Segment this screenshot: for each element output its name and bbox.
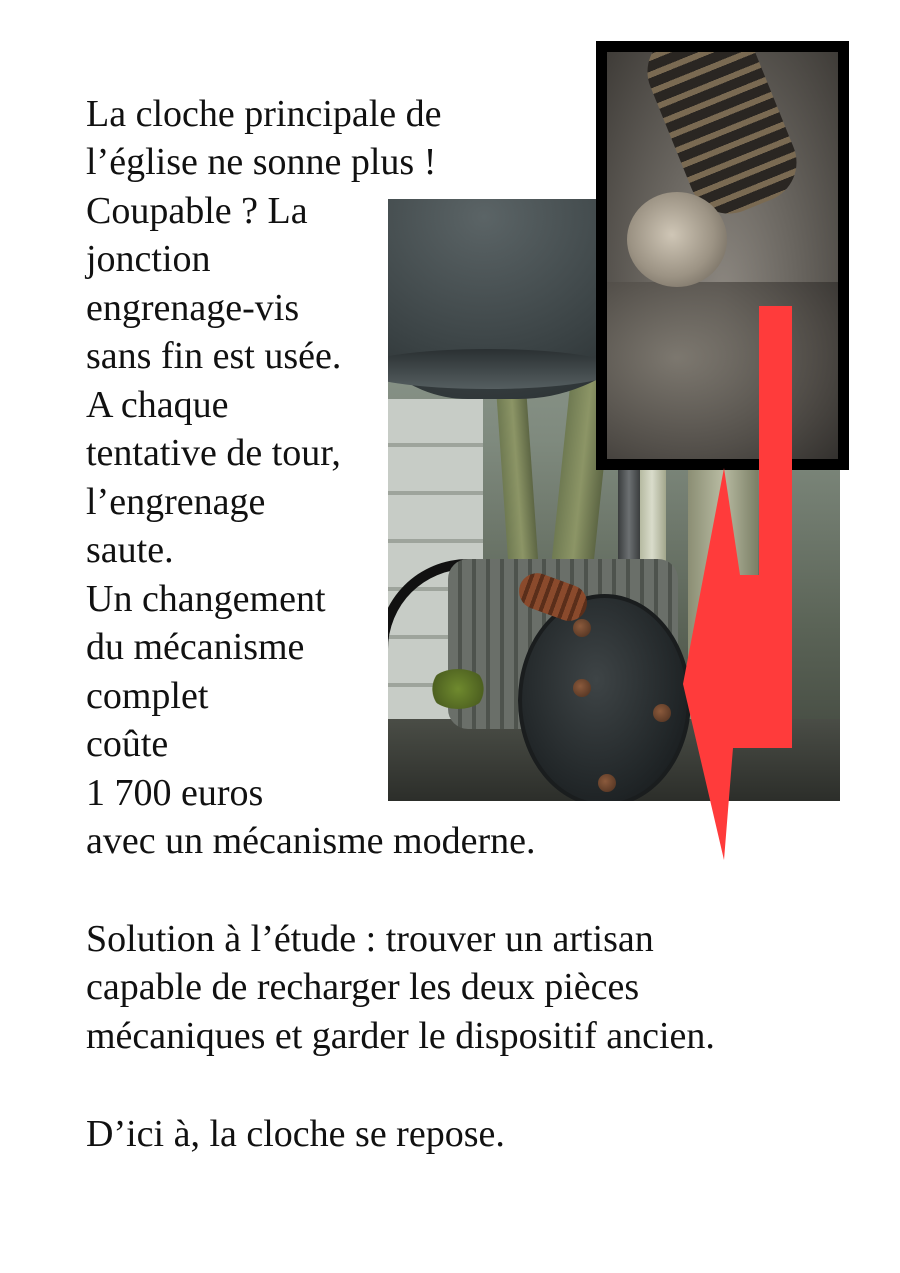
text-line: D’ici à, la cloche se repose. <box>86 1113 505 1155</box>
worn-gear <box>627 192 727 287</box>
text-line: avec un mécanisme moderne. <box>86 820 536 862</box>
text-line: saute. <box>86 529 174 571</box>
text-line: Solution à l’étude : trouver un artisan <box>86 918 654 960</box>
text-line: l’église ne sonne plus ! <box>86 141 437 183</box>
text-line: Coupable ? La <box>86 190 308 232</box>
debris <box>607 282 838 470</box>
text-line: du mécanisme <box>86 626 305 668</box>
moss-patch <box>428 669 488 709</box>
bolt <box>653 704 671 722</box>
motor-cover <box>518 594 691 801</box>
text-line: La cloche principale de <box>86 93 442 135</box>
text-line: tentative de tour, <box>86 432 341 474</box>
bolt <box>573 619 591 637</box>
text-line: sans fin est usée. <box>86 335 342 377</box>
text-line: l’engrenage <box>86 481 266 523</box>
text-line: coûte <box>86 723 169 765</box>
text-line: complet <box>86 675 209 717</box>
text-line: 1 700 euros <box>86 772 264 814</box>
bolt <box>573 679 591 697</box>
text-line: capable de recharger les deux pièces <box>86 966 640 1008</box>
text-line: mécaniques et garder le dispositif ancien. <box>86 1015 715 1057</box>
text-line: jonction <box>86 238 211 280</box>
text-line: Un changement <box>86 578 326 620</box>
text-line: A chaque <box>86 384 229 426</box>
worn-gear-closeup-photo <box>596 41 849 470</box>
text-line: engrenage-vis <box>86 287 300 329</box>
bolt <box>598 774 616 792</box>
